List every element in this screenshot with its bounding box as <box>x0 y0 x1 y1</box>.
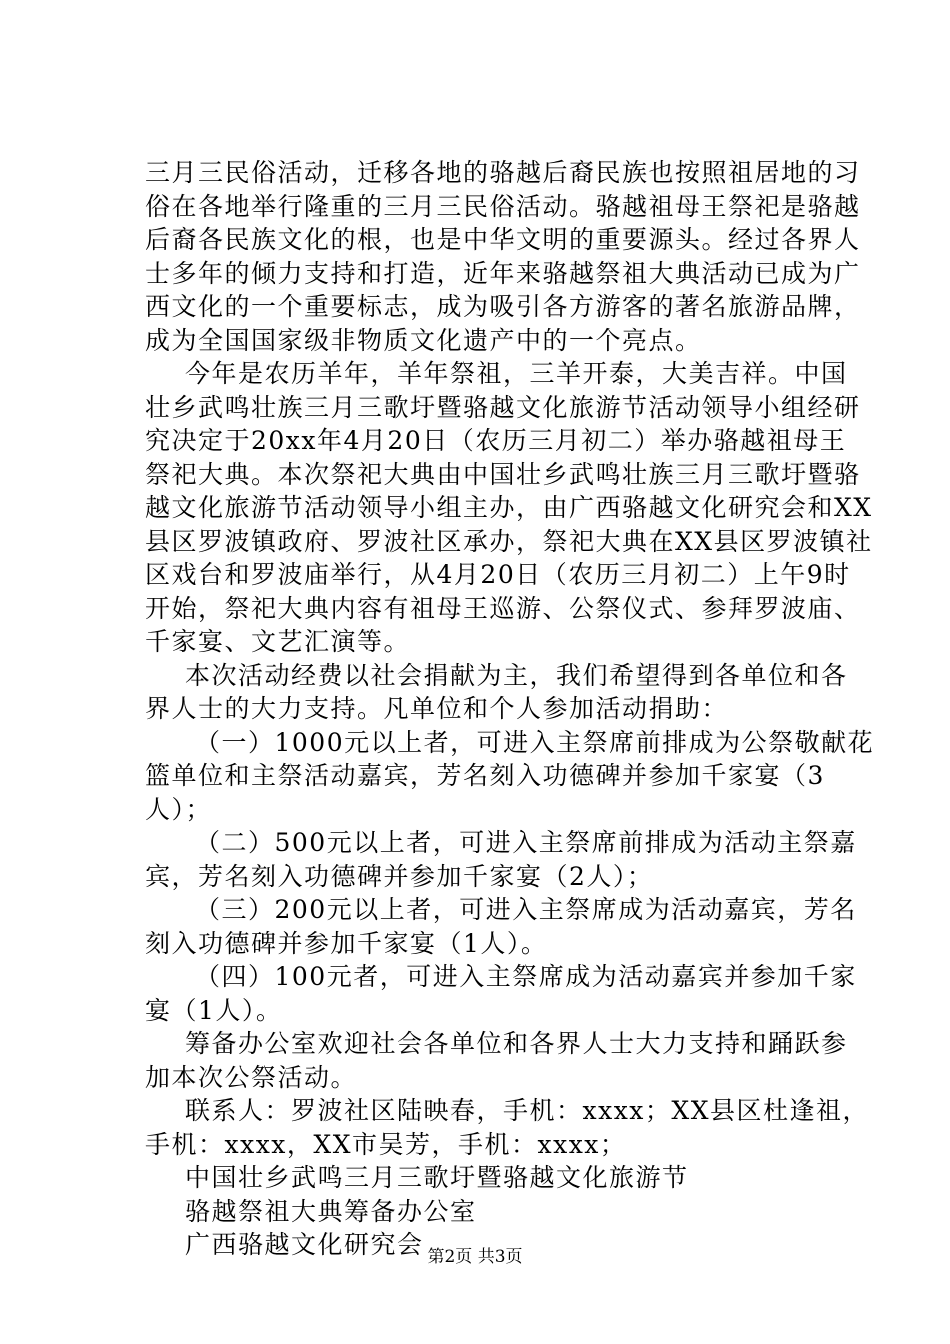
paragraph-funding <box>145 659 848 726</box>
text-line: 篮单位和主祭活动嘉宾，芳名刻入功德碑并参加千家宴（3 <box>145 761 825 790</box>
text-line: 筹备办公室欢迎社会各单位和各界人士大力支持和踊跃参 <box>185 1029 848 1058</box>
text-line: 刻入功德碑并参加千家宴（1人）。 <box>145 928 548 958</box>
text-line: 士多年的倾力支持和打造，近年来骆越祭祖大典活动已成为广 <box>145 258 861 288</box>
text-line: 宾，芳名刻入功德碑并参加千家宴（2人）； <box>145 861 654 891</box>
text-line: 越文化旅游节活动领导小组主办，由广西骆越文化研究会和XX <box>145 493 873 522</box>
text-line: 加本次公祭活动。 <box>145 1062 358 1092</box>
text-line: （一）1000元以上者，可进入主祭席前排成为公祭敬献花 <box>195 727 875 757</box>
text-line: 开始，祭祀大典内容有祖母王巡游、公祭仪式、参拜罗波庙、 <box>145 593 861 623</box>
text-line: 县区罗波镇政府、罗波社区承办，祭祀大典在XX县区罗波镇社 <box>145 526 873 556</box>
text-line: 西文化的一个重要标志，成为吸引各方游客的著名旅游品牌， <box>145 292 861 321</box>
paragraph-announcement <box>145 357 873 659</box>
text-line: 本次活动经费以社会捐献为主，我们希望得到各单位和各 <box>185 660 848 690</box>
text-line: （三）200元以上者，可进入主祭席成为活动嘉宾，芳名 <box>195 895 857 924</box>
paragraph-welcome <box>145 1027 848 1094</box>
text-line: 祭祀大典。本次祭祀大典由中国壮乡武鸣壮族三月三歌圩暨骆 <box>145 459 861 489</box>
donation-tier-1 <box>145 726 875 827</box>
text-line: 区戏台和罗波庙举行，从4月20日（农历三月初二）上午9时 <box>145 560 851 589</box>
donation-tier-4 <box>145 960 857 1027</box>
text-line: 手机：xxxx，XX市吴芳，手机：xxxx； <box>145 1129 627 1159</box>
text-line: 人）； <box>145 794 213 824</box>
text-line: 壮乡武鸣壮族三月三歌圩暨骆越文化旅游节活动领导小组经研 <box>145 392 861 422</box>
document-body <box>145 156 875 1262</box>
text-line: （二）500元以上者，可进入主祭席前排成为活动主祭嘉 <box>195 828 857 857</box>
paragraph-continuation <box>145 156 861 357</box>
text-line: （四）100元者，可进入主祭席成为活动嘉宾并参加千家 <box>195 962 857 991</box>
text-line: 俗在各地举行隆重的三月三民俗活动。骆越祖母王祭祀是骆越 <box>145 191 861 221</box>
text-line: 界人士的大力支持。凡单位和个人参加活动捐助： <box>145 694 729 723</box>
signature-office: 骆越祭祖大典筹备办公室 <box>185 1196 477 1226</box>
signature-organizer: 中国壮乡武鸣三月三歌圩暨骆越文化旅游节 <box>185 1163 689 1192</box>
text-line: 成为全国国家级非物质文化遗产中的一个亮点。 <box>145 325 702 355</box>
text-line: 宴（1人）。 <box>145 995 283 1025</box>
text-line: 今年是农历羊年，羊年祭祖，三羊开泰，大美吉祥。中国 <box>185 359 848 388</box>
text-line: 究决定于20xx年4月20日（农历三月初二）举办骆越祖母王 <box>145 426 847 455</box>
text-line: 联系人：罗波社区陆映春，手机：xxxx；XX县区杜逢祖， <box>185 1096 869 1125</box>
page-number-footer: 第2页 共3页 <box>427 1247 523 1267</box>
text-line: 千家宴、文艺汇演等。 <box>145 627 411 656</box>
signature-institute: 广西骆越文化研究会 <box>185 1230 424 1259</box>
donation-tier-2 <box>145 826 857 893</box>
donation-tier-3 <box>145 893 857 960</box>
paragraph-contacts <box>145 1094 869 1161</box>
text-line: 后裔各民族文化的根，也是中华文明的重要源头。经过各界人 <box>145 225 861 254</box>
text-line: 三月三民俗活动，迁移各地的骆越后裔民族也按照祖居地的习 <box>145 158 861 187</box>
